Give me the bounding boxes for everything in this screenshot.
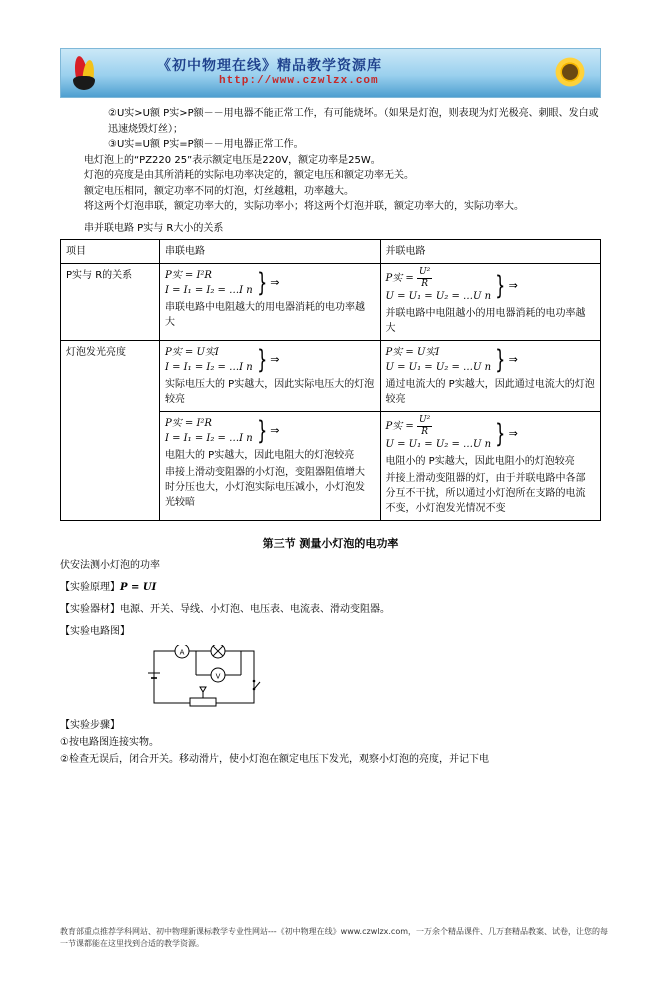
svg-text:A: A xyxy=(179,648,185,657)
cell-note: 并联电路中电阻越小的用电器消耗的电功率越大 xyxy=(385,308,586,334)
cell-series-brightness-b xyxy=(160,412,381,521)
implies-arrow: ⇒ xyxy=(508,278,518,292)
implies-arrow: ⇒ xyxy=(270,352,280,366)
brace-symbol: } xyxy=(256,416,267,446)
formula-lead: P实 = xyxy=(385,421,414,432)
fraction-numerator: U² xyxy=(418,415,431,425)
page-footer: 教育部重点推荐学科网站、初中物理新课标教学专业性网站---《初中物理在线》www.czwlzx.com，一万余个精品课件、几万套精品教案、试卷，让您的每一节课都能在这里找到合适的教学资源。 xyxy=(60,927,609,948)
brace-symbol: } xyxy=(256,345,267,375)
formula-text: P实 = U实I xyxy=(385,347,440,358)
document-page xyxy=(0,48,661,984)
comparison-table xyxy=(60,239,601,521)
flame-logo-icon xyxy=(69,54,103,92)
formula-text: P实 = U实I xyxy=(165,347,219,358)
brace-symbol: } xyxy=(495,345,506,375)
formula-text: P实 = I²R xyxy=(165,418,212,429)
fraction-numerator: U² xyxy=(418,267,431,277)
cell-note: 实际电压大的 P实越大，因此实际电压大的灯泡较亮 xyxy=(165,379,375,405)
cell-series-brightness-a xyxy=(160,341,381,412)
paragraph-1: ②U实>U额 P实>P额－－用电器不能正常工作，有可能烧坏。（如果是灯泡，则表现为灯光极亮、刺眼、发白或迅速烧毁灯丝）； xyxy=(108,108,599,135)
experiment-steps-label: 【实验步骤】 xyxy=(60,720,120,731)
formula-text: U = U₁ = U₂ = …U n xyxy=(385,362,492,373)
experiment-step-1: ①按电路图连接实物。 xyxy=(60,737,159,748)
fraction xyxy=(417,268,432,289)
cell-note-secondary: 串接上滑动变阻器的小灯泡，变阻器阻值增大时分压也大，小灯泡实际电压减小，小灯泡发光较暗 xyxy=(165,467,365,508)
table-header-row xyxy=(61,240,601,264)
implies-arrow: ⇒ xyxy=(270,423,280,437)
formula-text: U = U₁ = U₂ = …U n xyxy=(385,439,492,450)
implies-arrow: ⇒ xyxy=(508,426,518,440)
formula-text: P实 = I²R xyxy=(165,270,212,281)
experiment-subheading: 伏安法测小灯泡的功率 xyxy=(60,560,160,571)
section-heading: 串并联电路 P实与 R大小的关系 xyxy=(84,222,224,234)
table-header-cell-1: 串联电路 xyxy=(160,240,381,264)
principle-label: 【实验原理】 xyxy=(60,582,120,593)
experiment-heading: 第三节 测量小灯泡的电功率 xyxy=(262,537,399,550)
svg-text:V: V xyxy=(215,672,221,681)
cell-note-secondary: 并接上滑动变阻器的灯，由于并联电路中各部分互不干扰，所以通过小灯泡所在支路的电流不变，小灯泡发光情况不变 xyxy=(385,473,586,514)
experiment-principle xyxy=(60,580,601,595)
cell-parallel-brightness-a xyxy=(380,341,601,412)
cell-note: 电阻大的 P实越大，因此电阻大的灯泡较亮 xyxy=(165,450,355,461)
formula-lead: P实 = xyxy=(385,273,414,284)
paragraph-5: 额定电压相同，额定功率不同的灯泡，灯丝越粗，功率越大。 xyxy=(84,185,354,197)
formula-line xyxy=(386,268,492,289)
cell-series-power-resistance xyxy=(160,264,381,341)
paragraph-2: ③U实=U额 P实=P额－－用电器正常工作。 xyxy=(108,139,304,150)
fraction-denominator: R xyxy=(421,279,428,289)
banner-title: 《初中物理在线》精品教学资源库 xyxy=(157,58,382,74)
formula-line xyxy=(386,416,492,437)
table-header-cell-2: 并联电路 xyxy=(380,240,601,264)
cell-note: 电阻小的 P实越大，因此电阻小的灯泡较亮 xyxy=(385,456,575,467)
sunflower-icon xyxy=(550,52,590,92)
site-banner xyxy=(60,48,601,98)
principle-formula: P = UI xyxy=(120,582,157,593)
experiment-materials xyxy=(60,602,601,617)
cell-note: 通过电流大的 P实越大，因此通过电流大的灯泡较亮 xyxy=(385,379,595,405)
formula-text: I = I₁ = I₂ = …I n xyxy=(165,285,253,296)
table-row xyxy=(61,341,601,412)
cell-note: 串联电路中电阻越大的用电器消耗的电功率越大 xyxy=(165,302,365,328)
table-row xyxy=(61,264,601,341)
brace-symbol: } xyxy=(495,271,506,301)
implies-arrow: ⇒ xyxy=(270,275,280,289)
row-label-power-resistance: P实与 R的关系 xyxy=(61,264,160,341)
formula-text: U = U₁ = U₂ = …U n xyxy=(385,291,492,302)
formula-text: I = I₁ = I₂ = …I n xyxy=(165,433,253,444)
banner-url: http://www.czwlzx.com xyxy=(219,75,379,87)
circuit-svg xyxy=(146,645,266,711)
implies-arrow: ⇒ xyxy=(508,352,518,366)
circuit-diagram xyxy=(146,645,266,711)
paragraph-4: 灯泡的亮度是由其所消耗的实际电功率决定的，额定电压和额定功率无关。 xyxy=(84,170,414,181)
paragraph-6: 将这两个灯泡串联，额定功率大的，实际功率小；将这两个灯泡并联，额定功率大的，实际功率大。 xyxy=(84,201,524,212)
brace-symbol: } xyxy=(495,419,506,449)
formula-text: I = I₁ = I₂ = …I n xyxy=(165,362,253,373)
cell-parallel-power-resistance xyxy=(380,264,601,341)
fraction xyxy=(417,416,432,437)
materials-text: 电源、开关、导线、小灯泡、电压表、电流表、滑动变阻器。 xyxy=(120,604,390,615)
row-label-bulb-brightness: 灯泡发光亮度 xyxy=(61,341,160,521)
brace-symbol: } xyxy=(256,268,267,298)
paragraph-3: 电灯泡上的“PZ220 25”表示额定电压是220V，额定功率是25W。 xyxy=(84,154,381,166)
fraction-denominator: R xyxy=(421,427,428,437)
materials-label: 【实验器材】 xyxy=(60,604,120,615)
cell-parallel-brightness-b xyxy=(380,412,601,521)
table-header-cell-0: 项目 xyxy=(61,240,160,264)
experiment-circuit-label: 【实验电路图】 xyxy=(60,626,130,637)
experiment-step-2: ②检查无误后，闭合开关。移动滑片，使小灯泡在额定电压下发光，观察小灯泡的亮度，并记下电 xyxy=(60,754,489,765)
